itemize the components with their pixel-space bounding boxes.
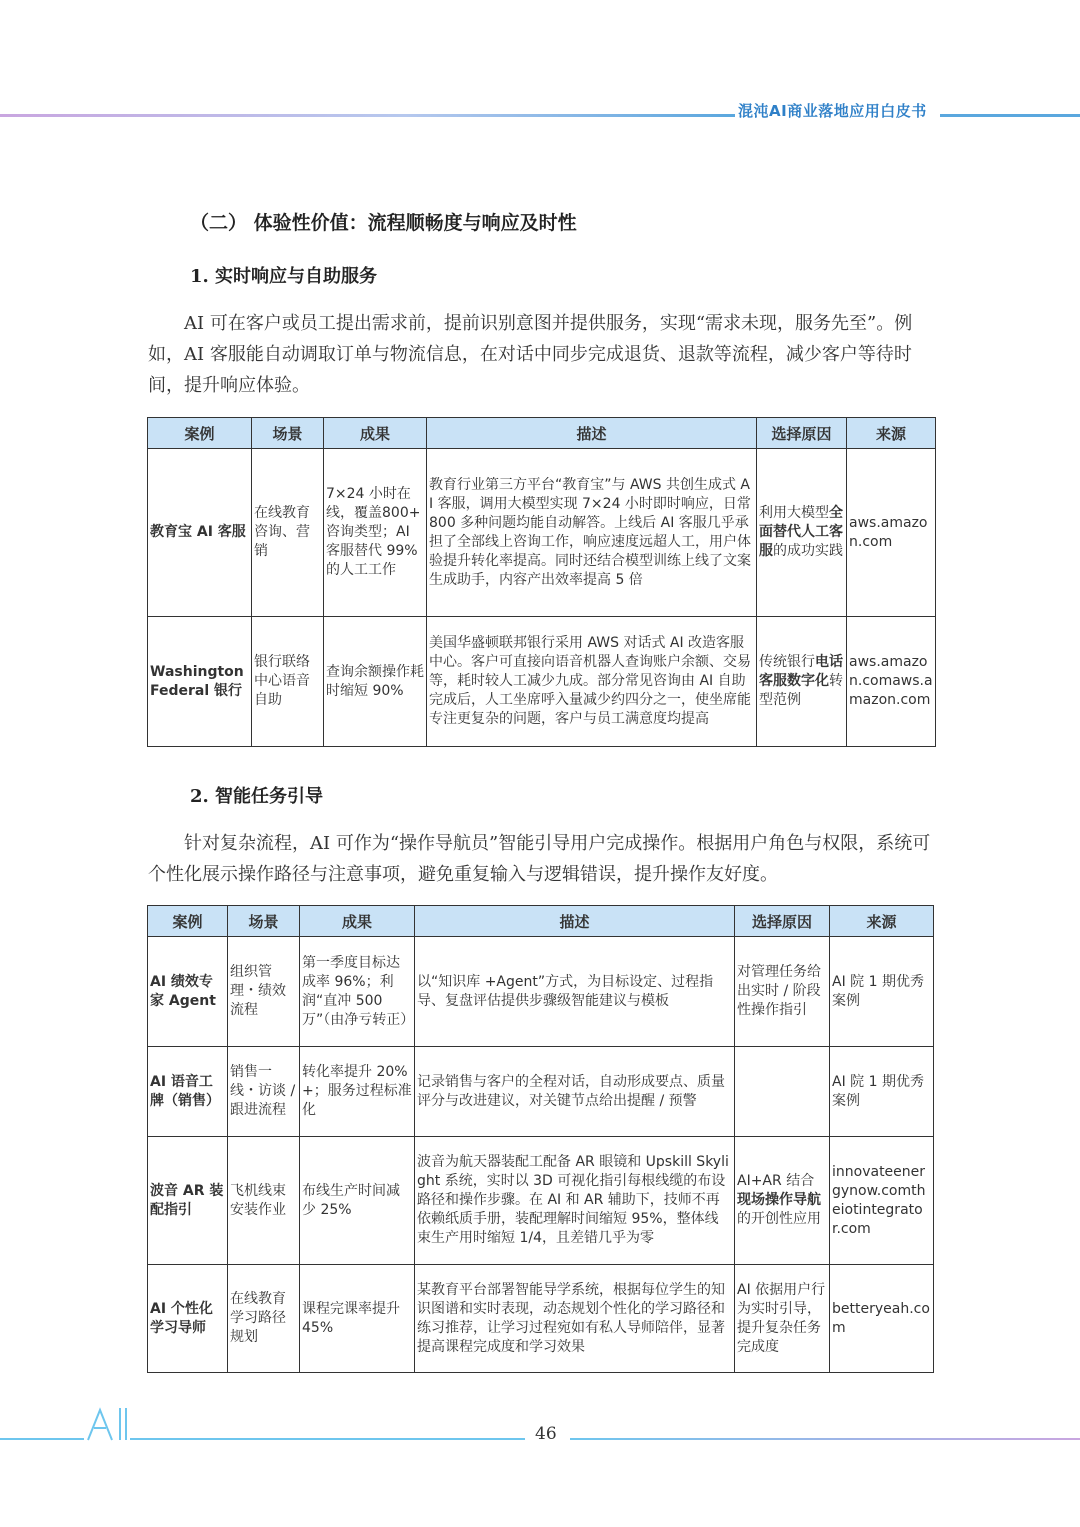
- desc-cell: 以“知识库 +Agent”方式，为目标设定、过程指导、复盘评估提供步骤级智能建议与模板: [415, 937, 735, 1047]
- scene-cell: 银行联络中心语音自助: [252, 617, 324, 747]
- scene-cell: 飞机线束安装作业: [228, 1137, 300, 1265]
- subsection-2-title: 2. 智能任务引导: [190, 786, 324, 807]
- source-cell: aws.amazon.comaws.amazon.com: [847, 617, 936, 747]
- footer-rule-left: [0, 1438, 84, 1440]
- subsection-1-title: 1. 实时响应与自助服务: [190, 266, 378, 287]
- reason-cell: [757, 449, 847, 617]
- reason-text: 利用大模型: [759, 505, 829, 521]
- table-row: [148, 617, 936, 747]
- section-title: （二） 体验性价值：流程顺畅度与响应及时性: [190, 212, 577, 234]
- case-cell: AI 个性化学习导师: [148, 1265, 228, 1373]
- table-row: [148, 449, 936, 617]
- case-cell: AI 绩效专家 Agent: [148, 937, 228, 1047]
- reason-text-end: 的成功实践: [773, 543, 843, 559]
- reason-cell: [735, 1265, 830, 1373]
- ai-logo-text: AI: [108, 1443, 110, 1444]
- scene-cell: 在线教育咨询、营销: [252, 449, 324, 617]
- result-cell: 课程完课率提升 45%: [300, 1265, 415, 1373]
- reason-highlight: 现场操作导航: [737, 1192, 821, 1208]
- ai-logo-icon: [86, 1404, 130, 1444]
- scene-cell: 在线教育学习路径规划: [228, 1265, 300, 1373]
- header-title: 混沌AI商业落地应用白皮书: [738, 102, 927, 120]
- reason-cell: [735, 1047, 830, 1137]
- reason-cell: [735, 1137, 830, 1265]
- desc-cell: 记录销售与客户的全程对话，自动形成要点、质量评分与改进建议，对关键节点给出提醒 / 预警: [415, 1047, 735, 1137]
- table-header-row: [148, 906, 934, 937]
- header-desc: 描述: [415, 906, 735, 937]
- case-cell: Washington Federal 银行: [148, 617, 252, 747]
- source-cell: AI 院 1 期优秀案例: [830, 937, 934, 1047]
- table-header-row: [148, 418, 936, 449]
- header-rule-right: [940, 114, 1080, 117]
- table-row: [148, 1047, 934, 1137]
- case-table-1: [147, 417, 936, 747]
- desc-cell: 某教育平台部署智能导学系统，根据每位学生的知识图谱和实时表现，动态规划个性化的学习路径和练习推荐，让学习过程宛如有私人导师陪伴，显著提高课程完成度和学习效果: [415, 1265, 735, 1373]
- result-cell: 布线生产时间减少 25%: [300, 1137, 415, 1265]
- header-source: 来源: [830, 906, 934, 937]
- result-cell: 7×24 小时在线，覆盖800+ 咨询类型；AI 客服替代 99% 的人工工作: [324, 449, 427, 617]
- case-cell: AI 语音工牌（销售）: [148, 1047, 228, 1137]
- header-scene: 场景: [228, 906, 300, 937]
- case-table-2: [147, 905, 934, 1373]
- result-cell: 转化率提升 20%+；服务过程标准化: [300, 1047, 415, 1137]
- case-cell: 波音 AR 装配指引: [148, 1137, 228, 1265]
- header-rule: [0, 114, 735, 117]
- reason-text: AI+AR 结合: [737, 1173, 815, 1189]
- scene-cell: 销售一线・访谈 / 跟进流程: [228, 1047, 300, 1137]
- source-cell: aws.amazon.com: [847, 449, 936, 617]
- reason-text-end: 的开创性应用: [737, 1211, 821, 1227]
- header-source: 来源: [847, 418, 936, 449]
- reason-cell: [735, 937, 830, 1047]
- header-case: 案例: [148, 418, 252, 449]
- result-cell: 查询余额操作耗时缩短 90%: [324, 617, 427, 747]
- header-result: 成果: [324, 418, 427, 449]
- reason-cell: [757, 617, 847, 747]
- subsection-2-paragraph: 针对复杂流程，AI 可作为“操作导航员”智能引导用户完成操作。根据用户角色与权限，系统可个性化展示操作路径与注意事项，避免重复输入与逻辑错误，提升操作友好度。: [148, 833, 931, 885]
- reason-text: AI 依据用户行为实时引导，提升复杂任务完成度: [737, 1281, 826, 1355]
- source-cell: AI 院 1 期优秀案例: [830, 1047, 934, 1137]
- footer-rule-right: [570, 1438, 1080, 1440]
- table-row: [148, 1137, 934, 1265]
- result-cell: 第一季度目标达成率 96%；利润“直冲 500 万”（由净亏转正）: [300, 937, 415, 1047]
- source-cell: betteryeah.com: [830, 1265, 934, 1373]
- header-scene: 场景: [252, 418, 324, 449]
- reason-highlight: 全面替代人工客服: [759, 505, 843, 559]
- table-row: [148, 937, 934, 1047]
- reason-text: 对管理任务给出实时 / 阶段性操作指引: [737, 964, 821, 1018]
- desc-cell: 美国华盛顿联邦银行采用 AWS 对话式 AI 改造客服中心。客户可直接向语音机器人查询账户余额、交易等，耗时较人工减少九成。部分常见咨询由 AI 自助完成后，人工坐席呼入量减少约四分之一，使坐席能专注更复杂的问题，客户与员工满意度均提高: [427, 617, 757, 747]
- table-row: [148, 1265, 934, 1373]
- case-cell: 教育宝 AI 客服: [148, 449, 252, 617]
- reason-text-end: 转型范例: [759, 673, 843, 708]
- page-number: 46: [535, 1424, 557, 1444]
- scene-cell: 组织管理・绩效流程: [228, 937, 300, 1047]
- reason-text: 传统银行: [759, 654, 815, 670]
- header-result: 成果: [300, 906, 415, 937]
- header-desc: 描述: [427, 418, 757, 449]
- reason-highlight: 电话客服数字化: [759, 654, 843, 689]
- header-reason: 选择原因: [735, 906, 830, 937]
- desc-cell: 教育行业第三方平台“教育宝”与 AWS 共创生成式 AI 客服，调用大模型实现 7×24 小时即时响应，日常 800 多种问题均能自动解答。上线后 AI 客服几乎承担了全部线上咨询工作，响应速度远超人工，用户体验提升转化率提高。同时还结合模型训练上线了文案生成助手，内容产出效率提高 5 倍: [427, 449, 757, 617]
- footer-rule-mid: [130, 1438, 525, 1440]
- header-reason: 选择原因: [757, 418, 847, 449]
- desc-cell: 波音为航天器装配工配备 AR 眼镜和 Upskill Skylight 系统，实时以 3D 可视化指引每根线缆的布设路径和操作步骤。在 AI 和 AR 辅助下，技师不再依赖纸质手册，装配理解时间缩短 95%，整体线束生产用时缩短 1/4，且差错几乎为零: [415, 1137, 735, 1265]
- subsection-1-paragraph: AI 可在客户或员工提出需求前，提前识别意图并提供服务，实现“需求未现，服务先至”。例如，AI 客服能自动调取订单与物流信息，在对话中同步完成退货、退款等流程，减少客户等待时间，提升响应体验。: [148, 313, 913, 396]
- source-cell: innovateenergynow.comtheiotintegrator.com: [830, 1137, 934, 1265]
- header-case: 案例: [148, 906, 228, 937]
